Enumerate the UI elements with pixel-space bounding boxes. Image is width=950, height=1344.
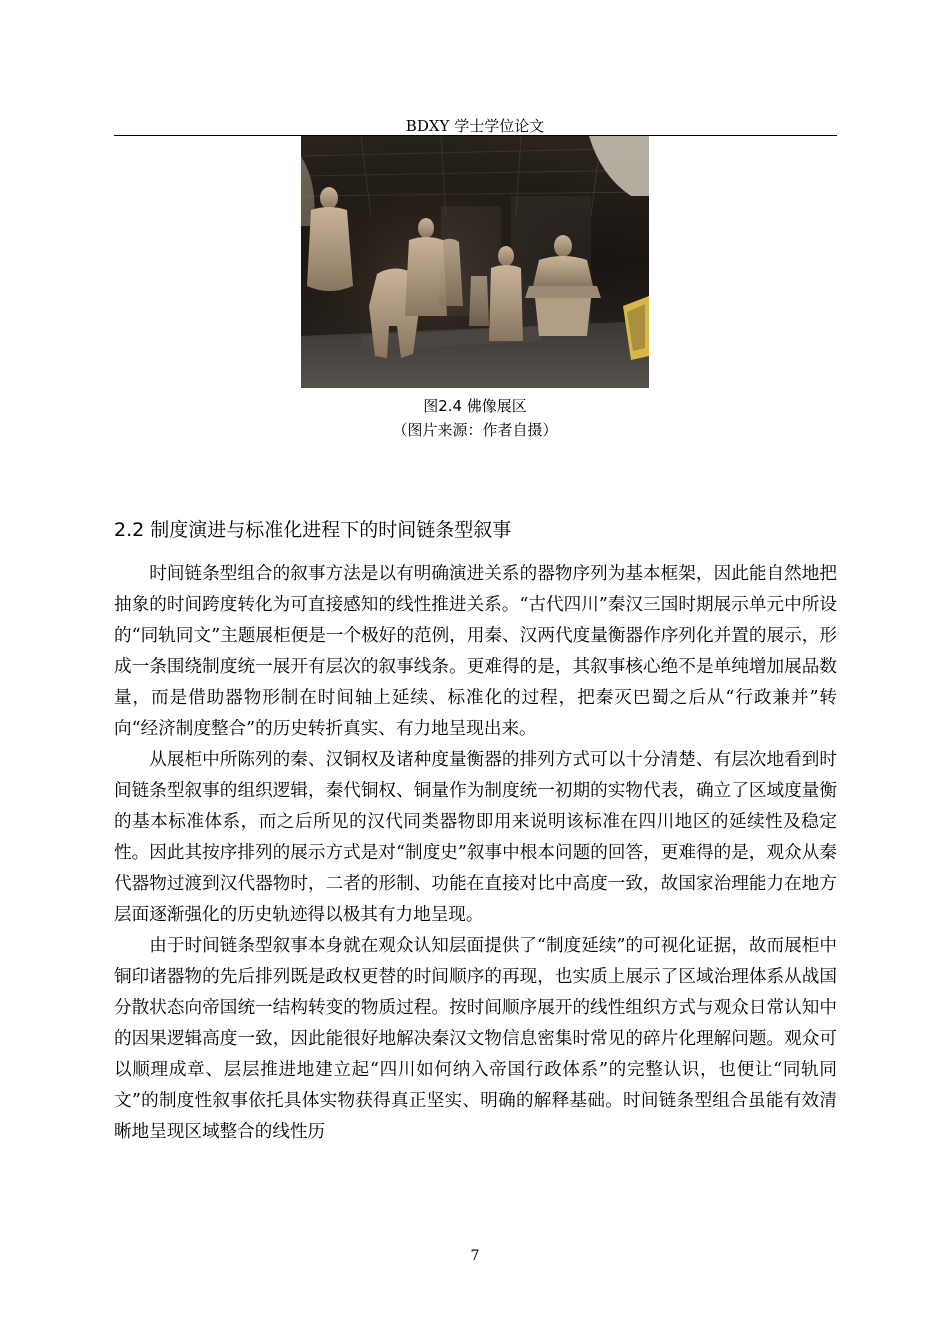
section-heading: 2.2 制度演进与标准化进程下的时间链条型叙事 bbox=[114, 519, 512, 541]
buddha-statue-photo bbox=[301, 136, 649, 388]
page-number: 7 bbox=[470, 1248, 480, 1264]
paragraph: 从展柜中所陈列的秦、汉铜权及诸种度量衡器的排列方式可以十分清楚、有层次地看到时间链条型叙事的组织逻辑，秦代铜权、铜量作为制度统一初期的实物代表，确立了区域度量衡的基本标准体系，而之后所见的汉代同类器物即用来说明该标准在四川地区的延续性及稳定性。因此其按序排列的展示方式是对“制度史”叙事中根本问题的回答，更难得的是，观众从秦代器物过渡到汉代器物时，二者的形制、功能在直接对比中高度一致，故国家治理能力在地方层面逐渐强化的历史轨迹得以极其有力地呈现。 bbox=[114, 750, 837, 925]
figure-caption: 图2.4 佛像展区 bbox=[423, 397, 527, 415]
running-header: BDXY 学士学位论文 bbox=[405, 117, 545, 135]
body-text bbox=[114, 559, 837, 1148]
figure-source: （图片来源：作者自摄） bbox=[392, 421, 558, 439]
paragraph: 时间链条型组合的叙事方法是以有明确演进关系的器物序列为基本框架，因此能自然地把抽象的时间跨度转化为可直接感知的线性推进关系。“古代四川”秦汉三国时期展示单元中所设的“同轨同文”主题展柜便是一个极好的范例，用秦、汉两代度量衡器作序列化并置的展示，形成一条围绕制度统一展开有层次的叙事线条。更难得的是，其叙事核心绝不是单纯增加展品数量，而是借助器物形制在时间轴上延续、标准化的过程，把秦灭巴蜀之后从“行政兼并”转向“经济制度整合”的历史转折真实、有力地呈现出来。 bbox=[114, 564, 837, 739]
paragraph: 由于时间链条型叙事本身就在观众认知层面提供了“制度延续”的可视化证据，故而展柜中铜印诸器物的先后排列既是政权更替的时间顺序的再现，也实质上展示了区域治理体系从战国分散状态向帝国统一结构转变的物质过程。按时间顺序展开的线性组织方式与观众日常认知中的因果逻辑高度一致，因此能很好地解决秦汉文物信息密集时常见的碎片化理解问题。观众可以顺理成章、层层推进地建立起“四川如何纳入帝国行政体系”的完整认识，也便让“同轨同文”的制度性叙事依托具体实物获得真正坚实、明确的解释基础。时间链条型组合虽能有效清晰地呈现区域整合的线性历 bbox=[114, 936, 837, 1142]
